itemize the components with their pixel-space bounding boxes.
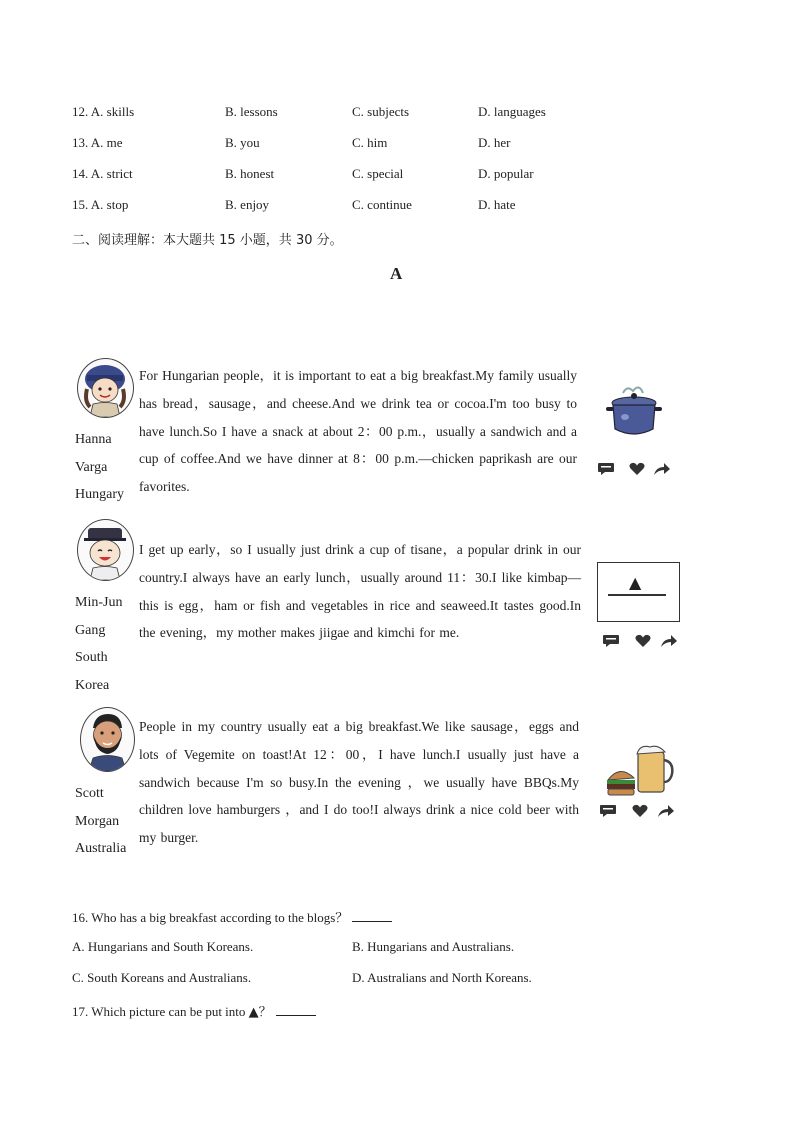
- option-15-d: D. hate: [478, 197, 516, 212]
- share-arrow-icon[interactable]: [653, 462, 671, 481]
- post-actions: [602, 634, 682, 648]
- answer-blank[interactable]: [276, 1003, 316, 1016]
- option-14-b: B. honest: [225, 166, 275, 181]
- option-12-b: B. lessons: [225, 104, 278, 119]
- option-14-a: 14. A. strict: [72, 166, 133, 181]
- comment-icon[interactable]: [597, 462, 617, 480]
- option-12-d: D. languages: [478, 104, 546, 119]
- burger-and-beer-icon: [604, 742, 676, 802]
- author-last-name: Gang: [75, 622, 106, 638]
- comment-icon[interactable]: [599, 804, 619, 822]
- option-16-c: C. South Koreans and Australians.: [72, 970, 252, 985]
- placeholder-line: [608, 594, 666, 596]
- author-country: Hungary: [75, 487, 124, 502]
- passage-title: A: [390, 264, 403, 283]
- author-country-line-2: Korea: [75, 677, 110, 693]
- option-15-c: C. continue: [352, 197, 412, 212]
- cooking-pot-icon: [603, 381, 665, 443]
- author-first-name: Min-Jun: [75, 595, 123, 610]
- option-15-a: 15. A. stop: [72, 197, 129, 212]
- author-last-name: Varga: [75, 459, 108, 475]
- blog-text: For Hungarian people，it is important to eat a big breakfast.My family usually has bread，sausage，and cheese.And we drink tea or cocoa.I'm too busy to have lunch.So I have a snack at about 2：00 p.m.，usually a sandwich and a cup of coffee.And we have dinner at 8：00 p.m.—chicken paprikash are our favorites.: [139, 368, 577, 495]
- question-stem: [72, 907, 392, 926]
- question-text: 16. Who has a big breakfast according to the blogs？: [72, 910, 349, 925]
- share-arrow-icon[interactable]: [657, 804, 675, 823]
- option-15-b: B. enjoy: [225, 197, 270, 212]
- question-17: [72, 1001, 316, 1020]
- option-12-a: 12. A. skills: [72, 104, 135, 119]
- avatar-boy-icon: [77, 519, 134, 581]
- like-heart-icon[interactable]: [629, 462, 645, 481]
- option-13-d: D. her: [478, 135, 511, 150]
- comment-icon[interactable]: [602, 634, 622, 652]
- answer-blank[interactable]: [352, 909, 392, 922]
- author-first-name: Scott: [75, 786, 104, 801]
- option-13-b: B. you: [225, 135, 260, 150]
- author-country: Australia: [75, 841, 127, 856]
- post-actions: [597, 462, 677, 476]
- option-16-b: B. Hungarians and Australians.: [352, 939, 515, 954]
- like-heart-icon[interactable]: [632, 804, 648, 823]
- option-16-d: D. Australians and North Koreans.: [352, 970, 532, 985]
- author-last-name: Morgan: [75, 813, 120, 829]
- blog-text: People in my country usually eat a big breakfast.We like sausage，eggs and lots of Vegemite on toast!At 12：00，I have lunch.I usually just have a sandwich because I'm so busy.In the evening ，we usually have BBQs.My children love hamburgers ，and I do too!I always drink a nice cold beer with my burger.: [139, 719, 579, 846]
- author-country-line-1: South: [75, 650, 108, 665]
- author-first-name: Hanna: [75, 432, 112, 447]
- share-arrow-icon[interactable]: [660, 634, 678, 653]
- option-14-c: C. special: [352, 166, 404, 181]
- question-mark: ？: [258, 1004, 272, 1019]
- blog-text: I get up early，so I usually just drink a cup of tisane，a popular drink in our country.I always have an early lunch，usually around 11：30.I like kimbap—this is egg，ham or fish and vegetables in rice and seaweed.It tastes good.In the evening，my mother makes jiigae and kimchi for me.: [139, 542, 581, 641]
- option-13-c: C. him: [352, 135, 388, 150]
- post-actions: [599, 804, 679, 818]
- placeholder-triangle: ▲: [629, 573, 642, 592]
- picture-placeholder-box: [597, 562, 680, 622]
- avatar-girl-icon: [77, 358, 134, 418]
- option-16-a: A. Hungarians and South Koreans.: [72, 939, 254, 954]
- option-14-d: D. popular: [478, 166, 534, 181]
- section-heading: 二、阅读理解：本大题共 15 小题，共 30 分。: [72, 233, 343, 248]
- question-text: 17. Which picture can be put into: [72, 1004, 249, 1019]
- triangle-symbol: ▲: [248, 1005, 259, 1020]
- avatar-bearded-man-icon: [80, 707, 135, 772]
- option-13-a: 13. A. me: [72, 135, 123, 150]
- option-12-c: C. subjects: [352, 104, 410, 119]
- like-heart-icon[interactable]: [635, 634, 651, 653]
